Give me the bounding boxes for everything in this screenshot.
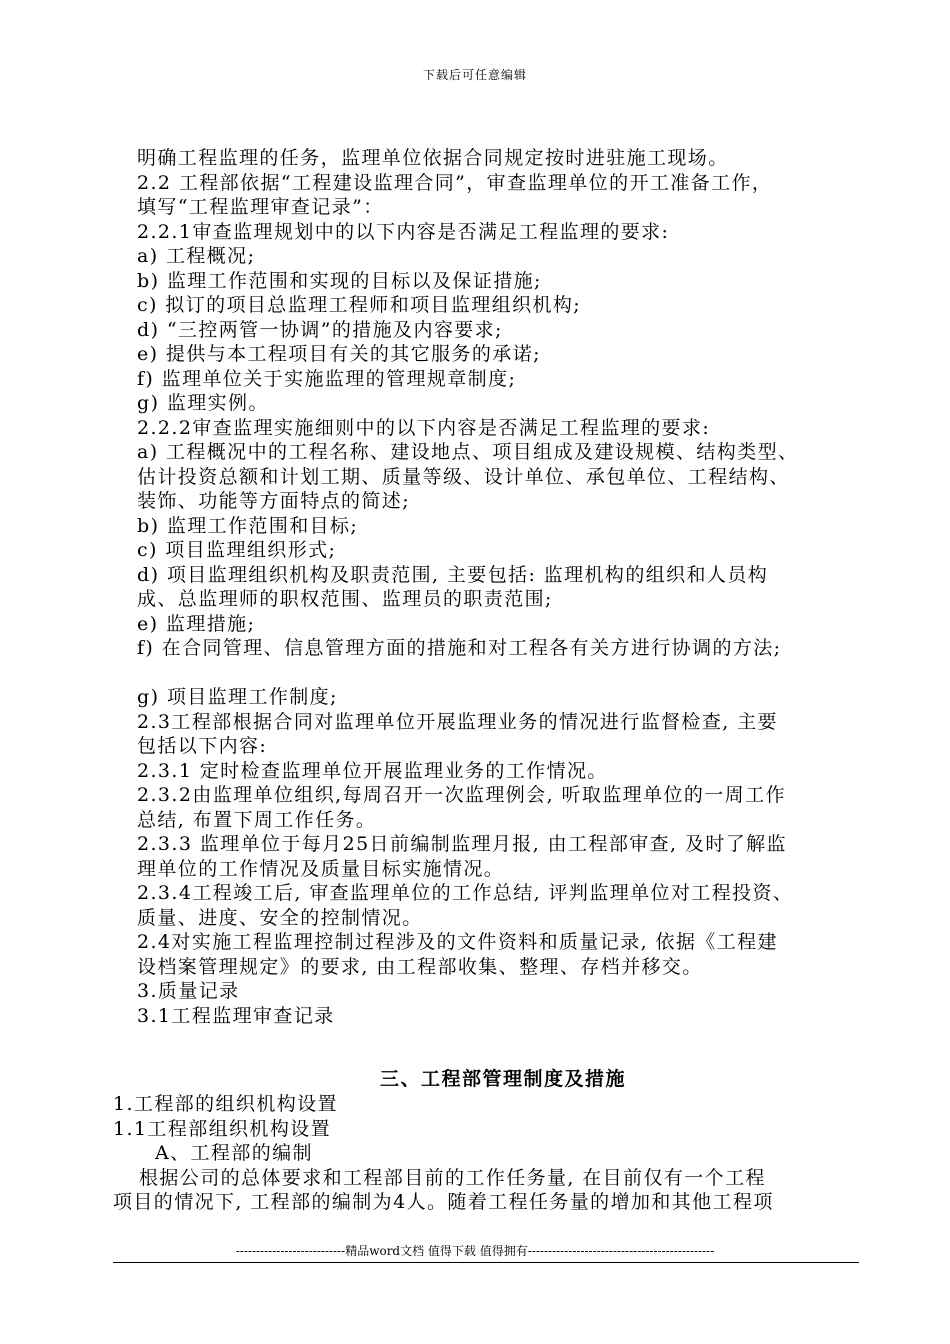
- body-line: 2.3.1 定时检查监理单位开展监理业务的工作情况。: [137, 759, 608, 782]
- body-line: 装饰、功能等方面特点的简述;: [137, 490, 411, 512]
- body-line: a) 工程概况中的工程名称、建设地点、项目组成及建设规模、结构类型、: [137, 441, 799, 463]
- body-line: a) 工程概况;: [137, 245, 256, 267]
- body-line: 2.3.4工程竣工后, 审查监理单位的工作总结, 评判监理单位对工程投资、: [137, 882, 794, 904]
- body-line: e) 提供与本工程项目有关的其它服务的承诺;: [137, 343, 541, 365]
- body-line: 2.2 工程部依据“工程建设监理合同”，审查监理单位的开工准备工作，: [137, 171, 773, 194]
- body-line: 2.3.2由监理单位组织,每周召开一次监理例会, 听取监理单位的一周工作: [137, 784, 786, 806]
- body-line: c) 拟订的项目总监理工程师和项目监理组织机构;: [137, 294, 582, 316]
- body-line: b) 监理工作范围和目标;: [137, 514, 359, 537]
- body-line: 3.1工程监理审查记录: [137, 1004, 335, 1027]
- section-subheading: A、工程部的编制: [155, 1142, 313, 1164]
- body-line: 2.3工程部根据合同对监理单位开展监理业务的情况进行监督检查, 主要: [137, 710, 778, 733]
- body-line: c) 项目监理组织形式;: [137, 539, 337, 561]
- body-line: 包括以下内容:: [137, 735, 268, 757]
- footer-rule: [113, 1262, 859, 1263]
- body-line: d) “三控两管一协调”的措施及内容要求;: [137, 318, 503, 341]
- blank-line: [137, 661, 877, 686]
- body-line: 2.2.1审查监理规划中的以下内容是否满足工程监理的要求:: [137, 220, 670, 243]
- section-line: 1.工程部的组织机构设置: [113, 1093, 338, 1115]
- body-line: f) 在合同管理、信息管理方面的措施和对工程各有关方进行协调的方法;: [137, 637, 782, 659]
- body-line: 理单位的工作情况及质量目标实施情况。: [137, 857, 505, 880]
- body-line: 填写“工程监理审查记录”：: [137, 196, 384, 218]
- body-line: 2.4对实施工程监理控制过程涉及的文件资料和质量记录, 依据《工程建: [137, 931, 778, 953]
- body-line: d) 项目监理组织机构及职责范围, 主要包括: 监理机构的组织和人员构: [137, 563, 769, 586]
- body-line: g) 监理实例。: [137, 392, 269, 414]
- body-line: 总结, 布置下周工作任务。: [137, 808, 377, 831]
- section-paragraph-line: 根据公司的总体要求和工程部目前的工作任务量, 在目前仅有一个工程: [139, 1166, 766, 1189]
- body-line: g) 项目监理工作制度;: [137, 686, 338, 708]
- page-footer: ---------------------------精品word文档 值得下载 值得拥有----------------------------------------------: [235, 1244, 715, 1258]
- body-line: 2.3.3 监理单位于每月25日前编制监理月报, 由工程部审查, 及时了解监: [137, 833, 787, 855]
- body-line: 明确工程监理的任务，监理单位依据合同规定按时进驻施工现场。: [137, 147, 729, 169]
- section-line: 1.1工程部组织机构设置: [113, 1117, 332, 1140]
- body-line: 成、总监理师的职权范围、监理员的职责范围;: [137, 588, 553, 610]
- page-header: 下载后可任意编辑: [422, 68, 527, 82]
- document-body: [137, 146, 877, 1028]
- body-line: f) 监理单位关于实施监理的管理规章制度;: [137, 367, 517, 390]
- body-line: 设档案管理规定》的要求, 由工程部收集、整理、存档并移交。: [137, 955, 703, 978]
- management-section: [113, 1066, 873, 1215]
- body-line: 质量、进度、安全的控制情况。: [137, 906, 423, 929]
- body-line: b) 监理工作范围和实现的目标以及保证措施;: [137, 269, 542, 292]
- section-paragraph-line: 项目的情况下, 工程部的编制为4人。随着工程任务量的增加和其他工程项: [113, 1191, 774, 1213]
- body-line: 3.质量记录: [137, 980, 240, 1002]
- body-line: 估计投资总额和计划工期、质量等级、设计单位、承包单位、工程结构、: [137, 465, 790, 488]
- section-heading: 三、工程部管理制度及措施: [379, 1068, 626, 1090]
- body-line: e) 监理措施;: [137, 612, 256, 635]
- body-line: 2.2.2审查监理实施细则中的以下内容是否满足工程监理的要求:: [137, 416, 711, 439]
